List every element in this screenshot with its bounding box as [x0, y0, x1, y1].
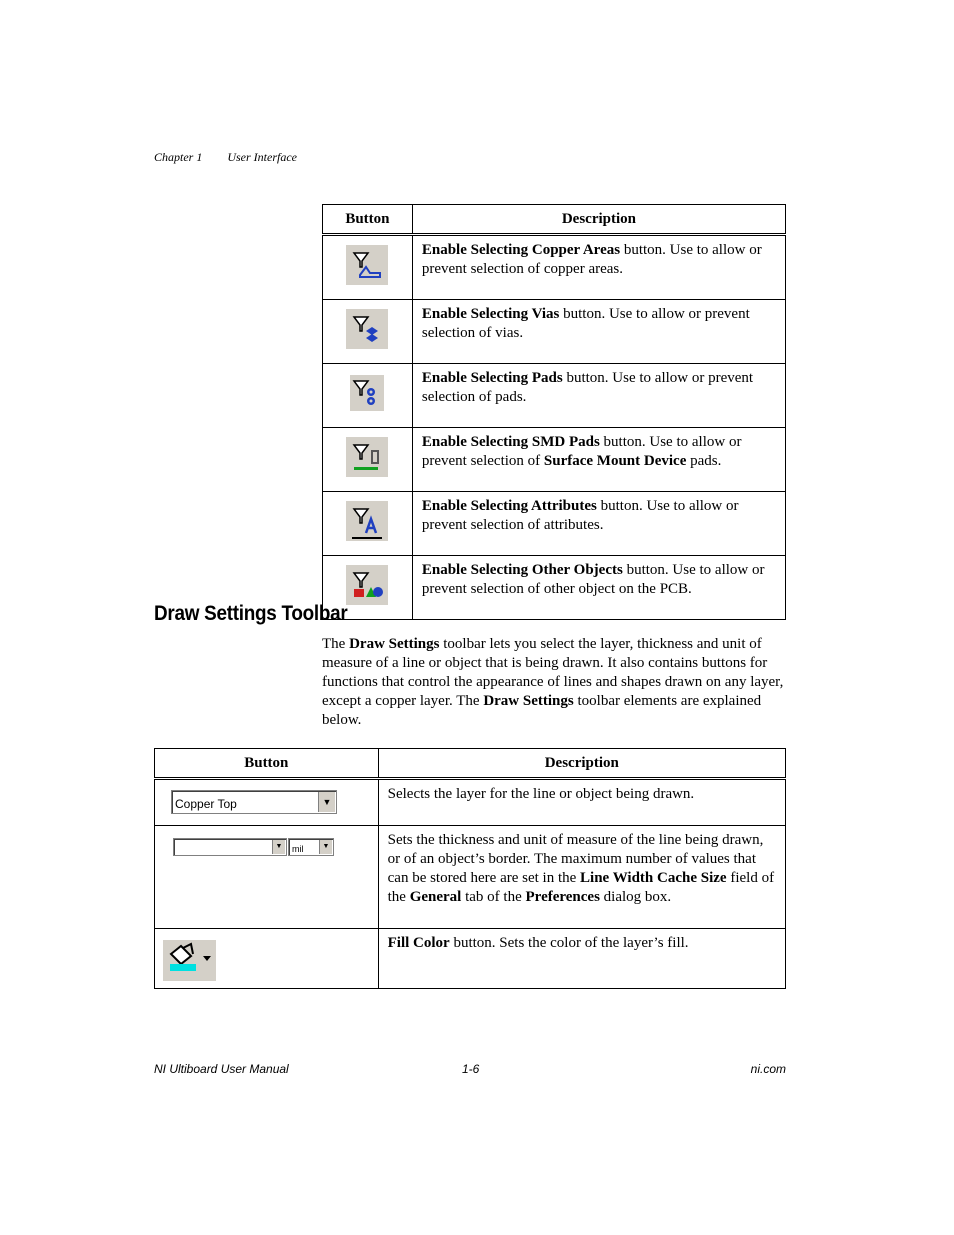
row-emphasis: Preferences	[525, 889, 600, 905]
chapter-title: User Interface	[227, 150, 297, 164]
row-text: button. Sets the color of the layer’s fill.	[449, 935, 689, 951]
row-emphasis: General	[409, 889, 462, 905]
table-row	[155, 779, 786, 826]
column-header-button: Button	[323, 205, 413, 235]
row-text: button. Use to allow or prevent selection of other object on the PCB.	[421, 562, 765, 597]
intro-emphasis: Draw Settings	[349, 636, 440, 652]
chevron-down-icon[interactable]: ▼	[318, 792, 335, 812]
chevron-down-icon[interactable]: ▼	[319, 840, 332, 854]
row-text: button. Use to allow or prevent selection of vias.	[421, 306, 750, 341]
table-header-row	[155, 749, 786, 779]
table-row	[323, 235, 786, 300]
row-text: Sets the thickness and unit of measure of the line being drawn, or of an object’s border. The maximum number of values that can be stored here are set in the	[387, 832, 764, 886]
row-title: Enable Selecting SMD Pads	[421, 434, 600, 450]
intro-text: toolbar elements are explained below.	[322, 693, 762, 728]
row-title: Enable Selecting Attributes	[421, 498, 597, 514]
layer-select[interactable]	[171, 790, 337, 814]
column-header-description: Description	[412, 205, 785, 235]
row-text: tab of the	[461, 889, 526, 905]
chevron-down-icon[interactable]: ▼	[272, 840, 285, 854]
intro-text: toolbar lets you select the layer, thickness and unit of measure of a line or object that is being drawn. It also contains buttons for functions that control the appearance of lines and shapes drawn on any layer, except a copper layer. The	[322, 636, 784, 709]
table-row	[323, 428, 786, 492]
filter-smd-pads-icon	[346, 437, 388, 477]
filter-copper-area-icon	[346, 245, 388, 285]
row-text: dialog box.	[599, 889, 672, 905]
row-text: button. Use to allow or prevent selection of pads.	[421, 370, 754, 405]
row-title: Enable Selecting Copper Areas	[421, 242, 621, 258]
row-text: field of the	[387, 870, 775, 905]
unit-select[interactable]	[288, 838, 334, 856]
intro-emphasis: Draw Settings	[483, 693, 574, 709]
row-emphasis: Surface Mount Device	[543, 453, 687, 469]
row-text: button. Use to allow or prevent selection of attributes.	[421, 498, 739, 533]
fill-color-icon[interactable]	[163, 940, 216, 981]
section-heading: Draw Settings Toolbar	[154, 602, 348, 625]
table-row	[155, 826, 786, 929]
filter-other-objects-icon	[346, 565, 388, 605]
chapter-label: Chapter 1	[154, 150, 203, 164]
row-title: Enable Selecting Vias	[421, 306, 560, 322]
filter-vias-icon	[346, 309, 388, 349]
footer-website: ni.com	[750, 1062, 786, 1076]
row-text: button. Use to allow or prevent selection of copper areas.	[421, 242, 762, 277]
filter-pads-icon	[350, 375, 384, 411]
row-text: pads.	[686, 453, 722, 469]
layer-select-value: Copper Top	[175, 797, 237, 811]
intro-text: The	[322, 636, 350, 652]
table-row	[323, 492, 786, 556]
row-title: Enable Selecting Other Objects	[421, 562, 623, 578]
column-header-description: Description	[378, 749, 785, 779]
row-title: Fill Color	[387, 935, 450, 951]
footer-manual-title: NI Ultiboard User Manual	[154, 1062, 289, 1076]
table-row	[323, 556, 786, 620]
table-row	[155, 929, 786, 989]
column-header-button: Button	[155, 749, 379, 779]
filter-attributes-icon	[346, 501, 388, 541]
table-header-row	[323, 205, 786, 235]
row-emphasis: Line Width Cache Size	[580, 870, 727, 886]
line-width-select[interactable]	[173, 838, 287, 856]
running-header	[154, 150, 297, 165]
table-row	[323, 300, 786, 364]
row-text: Selects the layer for the line or object being drawn.	[387, 786, 695, 802]
selection-filter-table	[322, 204, 786, 620]
row-title: Enable Selecting Pads	[421, 370, 563, 386]
section-intro	[322, 635, 788, 730]
draw-settings-table	[154, 748, 786, 989]
page-number: 1-6	[462, 1062, 480, 1076]
table-row	[323, 364, 786, 428]
row-text: button. Use to allow or prevent selection of	[421, 434, 742, 469]
unit-value: mil	[292, 844, 304, 854]
